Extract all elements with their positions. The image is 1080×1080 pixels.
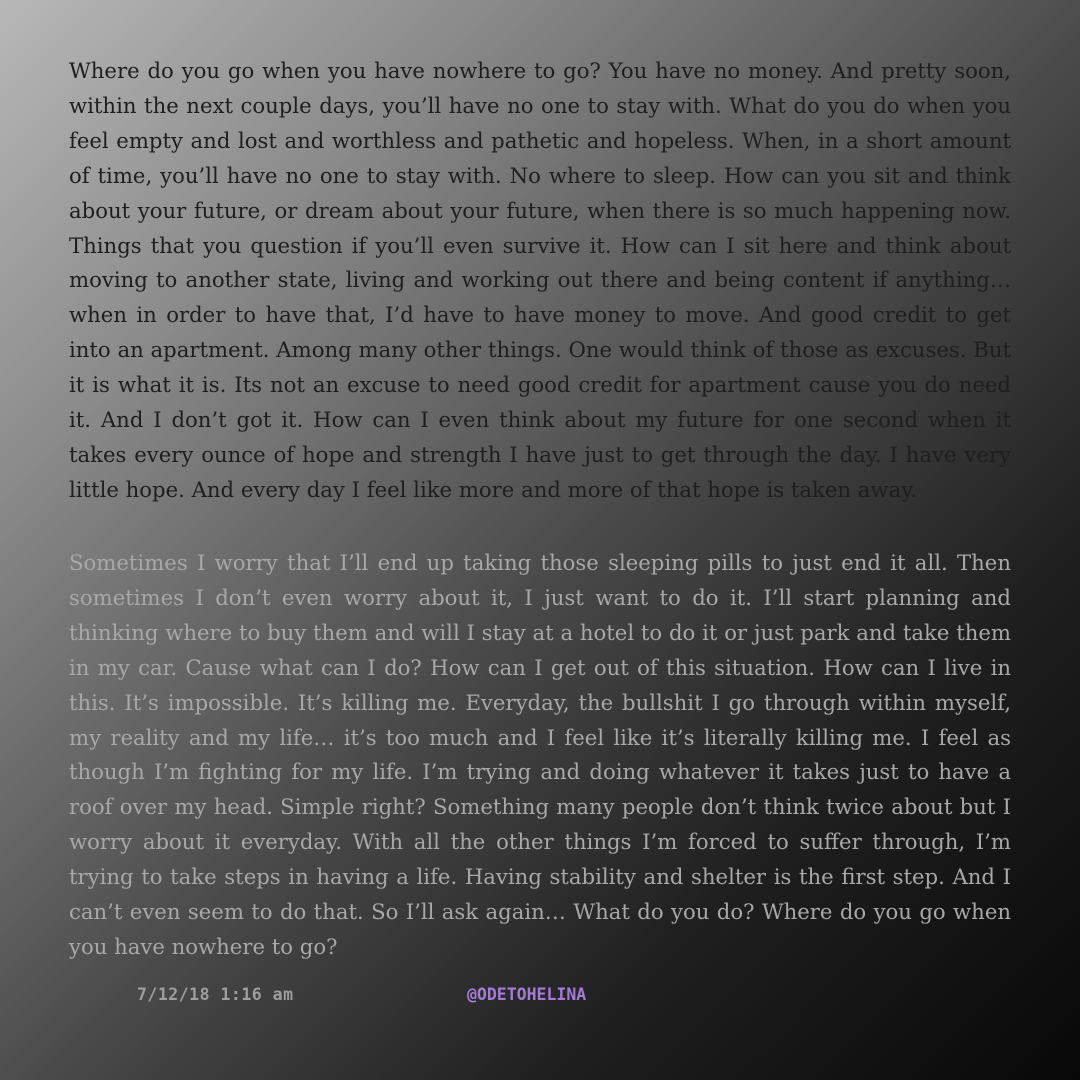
author-handle: @ODETOHELINA <box>467 985 587 1004</box>
post-timestamp: 7/12/18 1:16 am <box>137 985 294 1004</box>
post-paragraph-1: Where do you go when you have nowhere to go? You have no money. And pretty soon, within the next couple days, you’ll have no one to stay with. What do you do when you feel empty and lost and worthless and pathetic and hopeless. When, in a short amount of time, you’ll have no one to stay with. No where to sleep. How can you sit and think about your future, or dream about your future, when there is so much happening now. Things that you question if you’ll even survive it. How can I sit here and think about moving to another state, living and working out there and being content if anything… when in order to have that, I’d have to have money to move. And good credit to get into an apartment. Among many other things. One would think of those as excuses. But it is what it is. Its not an excuse to need good credit for apartment cause you do need it. And I don’t got it. How can I even think about my future for one second when it takes every ounce of hope and strength I have just to get through the day. I have very little hope. And every day I feel like more and more of that hope is taken away. <box>69 58 1011 502</box>
post-paragraph-2: Sometimes I worry that I’ll end up taking those sleeping pills to just end it all. Then sometimes I don’t even worry about it, I just want to do it. I’ll start planning and thinking where to buy them and will I stay at a hotel to do it or just park and take them in my car. Cause what can I do? How can I get out of this situation. How can I live in this. It’s impossible. It’s killing me. Everyday, the bullshit I go through within myself, my reality and my life… it’s too much and I feel like it’s literally killing me. I feel as though I’m fighting for my life. I’m trying and doing whatever it takes just to have a roof over my head. Simple right? Something many people don’t think twice about but I worry about it everyday. With all the other things I’m forced to suffer through, I’m trying to take steps in having a life. Having stability and shelter is the first step. And I can’t even seem to do that. So I’ll ask again… What do you do? Where do you go when you have nowhere to go? <box>69 550 1011 959</box>
